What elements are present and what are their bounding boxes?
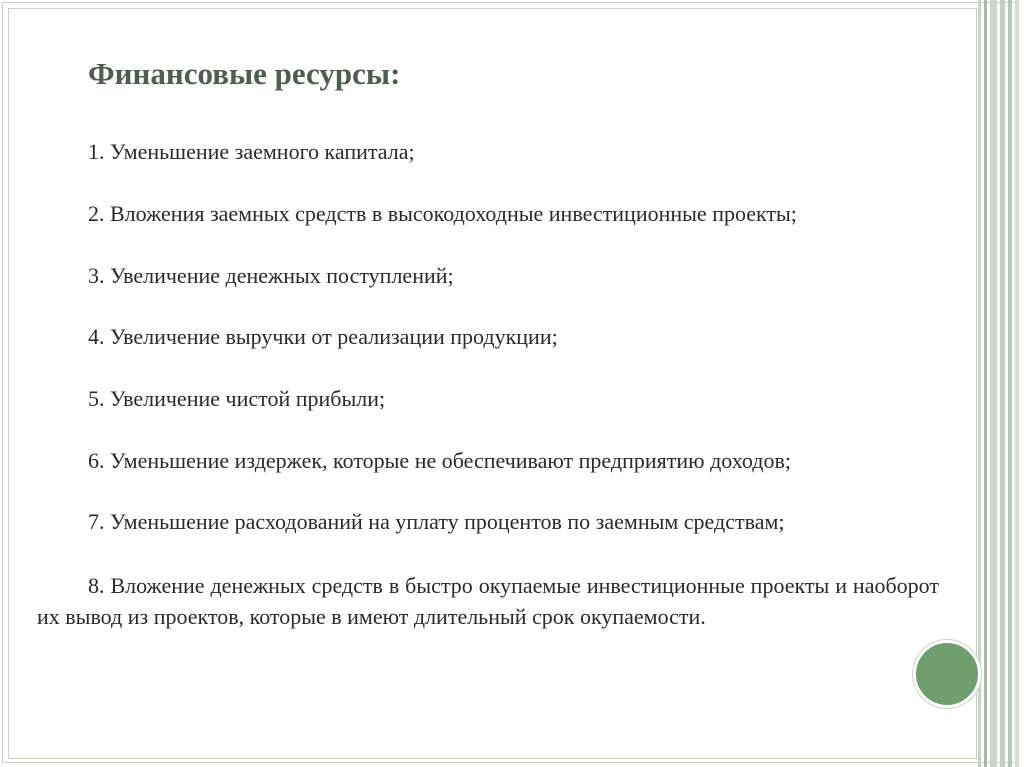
decor-circle [913,640,981,708]
decor-stripe [984,0,987,767]
list-item: 7. Уменьшение расходований на уплату процентов по заемным средствам; [88,509,785,534]
list-item: 5. Увеличение чистой прибыли; [88,386,386,411]
list-item: 2. Вложения заемных средств в высокодоходные инвестиционные проекты; [88,201,797,226]
decor-stripe [990,0,997,767]
decor-stripe [1015,0,1019,767]
list-item: 6. Уменьшение издержек, которые не обеспечивают предприятию доходов; [88,448,791,473]
list-item: 3. Увеличение денежных поступлений; [88,263,454,288]
decor-stripe [1008,0,1012,767]
decor-stripe [1000,0,1005,767]
slide-title: Финансовые ресурсы: [88,56,401,91]
list-item: 1. Уменьшение заемного капитала; [88,139,415,164]
slide-frame-inner [8,8,977,759]
decor-stripe [978,0,981,767]
list-item: 8. Вложение денежных средств в быстро окупаемые инвестиционные проекты и наоборот их вывод из проектов, которые в имеют длительный срок окупаемости. [37,573,939,629]
list-item: 4. Увеличение выручки от реализации продукции; [88,324,558,349]
